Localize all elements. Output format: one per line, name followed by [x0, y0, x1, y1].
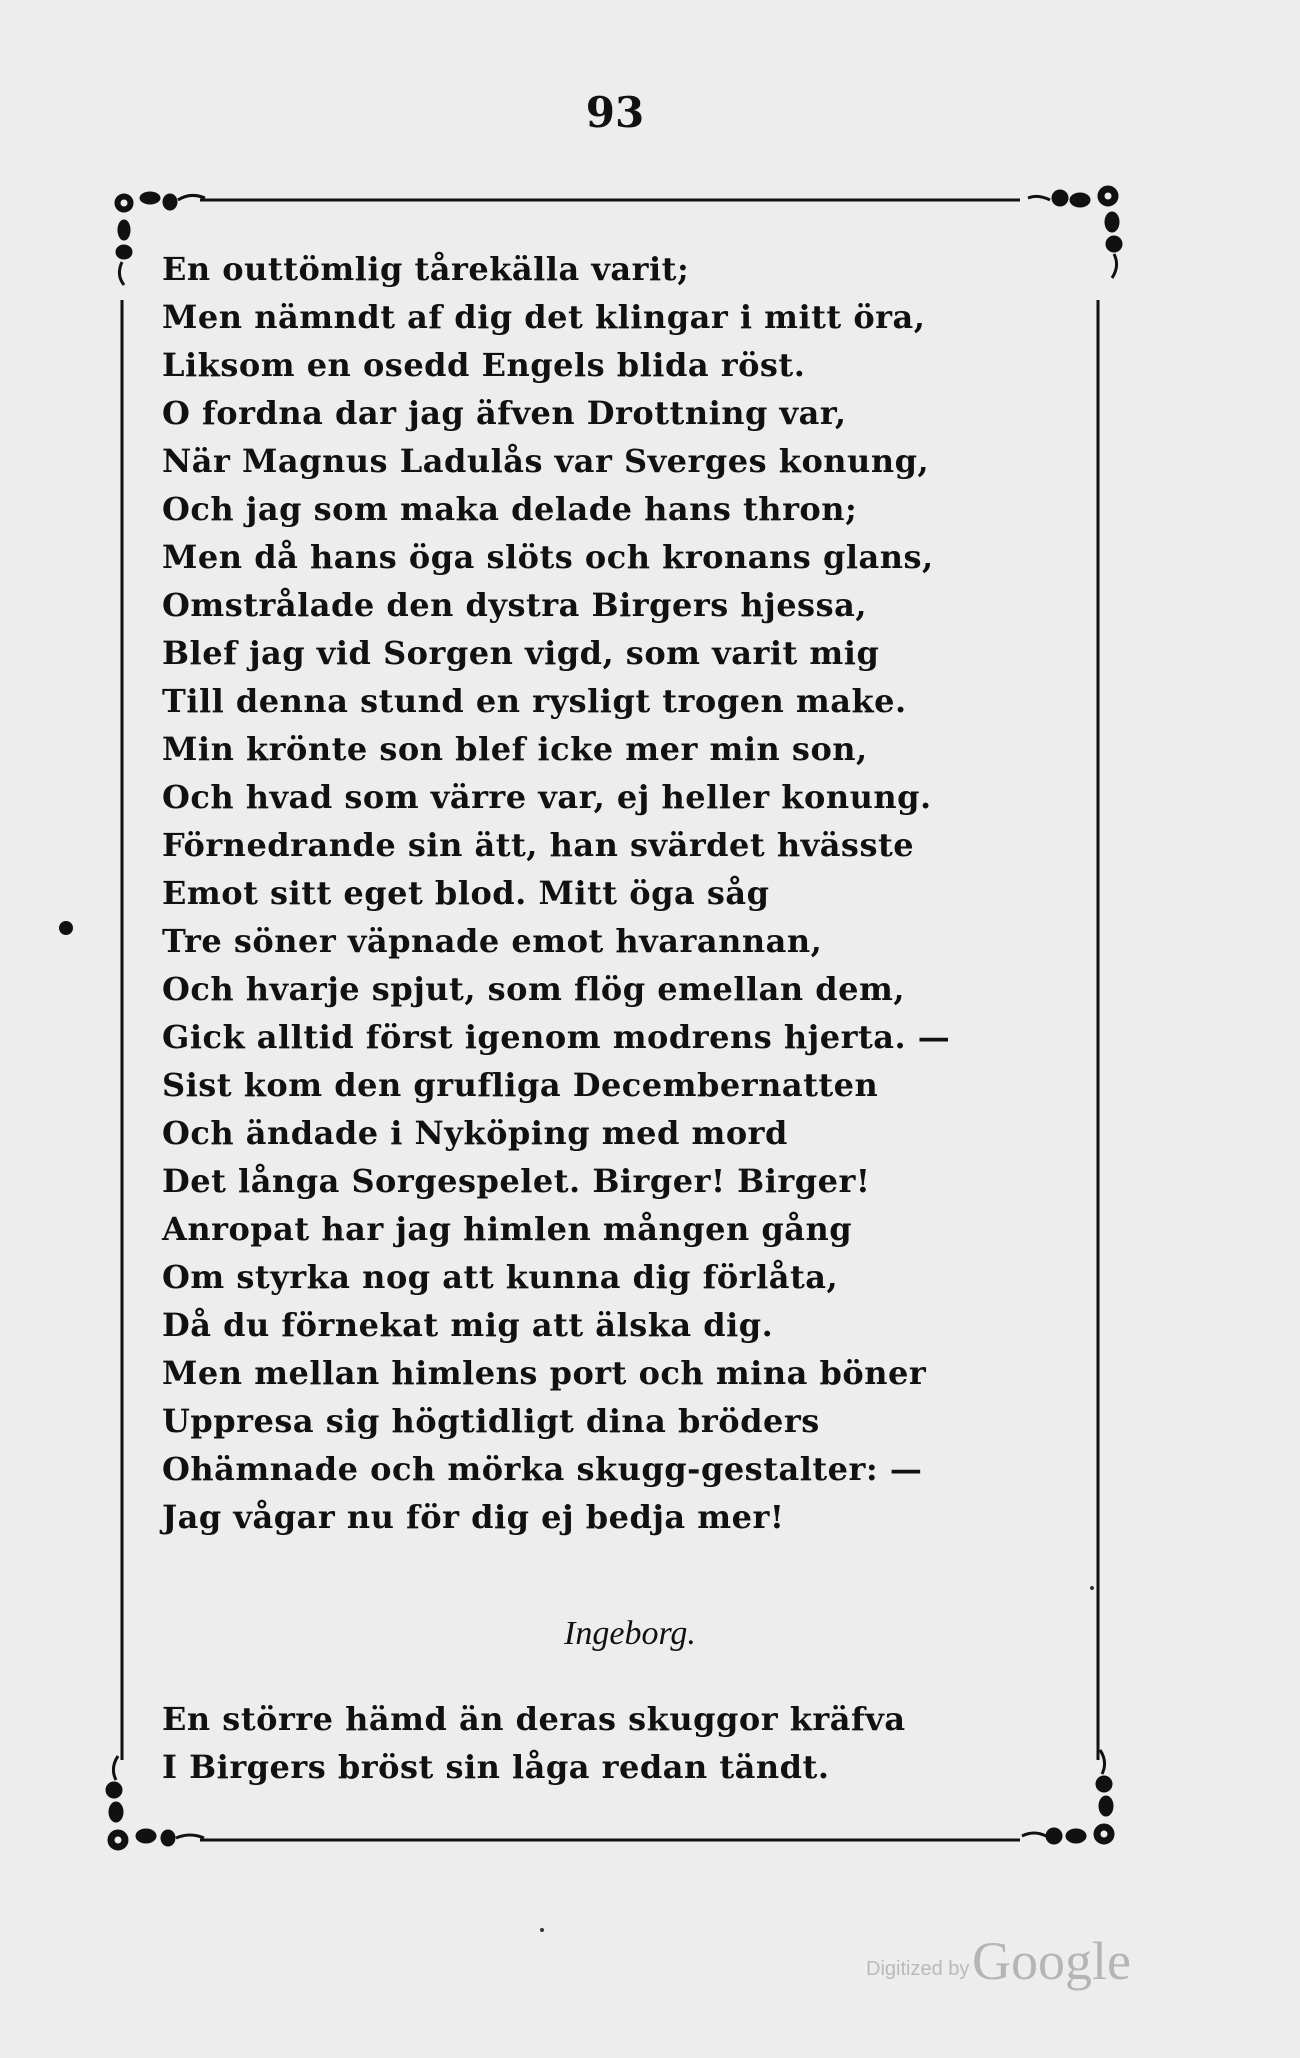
- verse-line: Men nämndt af dig det klingar i mitt öra,: [162, 298, 926, 336]
- ink-speck: [540, 1928, 544, 1932]
- verse-line: Min krönte son blef icke mer min son,: [162, 730, 868, 768]
- ink-speck: [1090, 1586, 1094, 1590]
- verse-line: Och jag som maka delade hans thron;: [162, 490, 858, 528]
- ink-spot: [59, 921, 73, 935]
- verse-line: Då du förnekat mig att älska dig.: [162, 1306, 774, 1344]
- verse-line: Ohämnade och mörka skugg-gestalter: —: [162, 1450, 923, 1488]
- verse-line: Till denna stund en rysligt trogen make.: [162, 682, 907, 720]
- page-number: 93: [585, 88, 645, 137]
- digitized-by-label: Digitized by: [866, 1958, 970, 1980]
- verse-line: Gick alltid först igenom modrens hjerta. —: [162, 1018, 951, 1056]
- verse-line: I Birgers bröst sin låga redan tändt.: [162, 1748, 830, 1786]
- verse-block: [162, 245, 1082, 1541]
- verse-line: O fordna dar jag äfven Drottning var,: [162, 394, 847, 432]
- verse-line: Och hvarje spjut, som flög emellan dem,: [162, 970, 905, 1008]
- verse-line: Emot sitt eget blod. Mitt öga såg: [162, 874, 770, 912]
- verse-line: En större hämd än deras skuggor kräfva: [162, 1700, 906, 1738]
- verse-line: Men då hans öga slöts och kronans glans,: [162, 538, 934, 576]
- verse-line: Och ändade i Nyköping med mord: [162, 1114, 788, 1152]
- speaker-name: Ingeborg.: [564, 1615, 696, 1652]
- verse-line: Tre söner väpnade emot hvarannan,: [162, 922, 823, 960]
- verse-line: Liksom en osedd Engels blida röst.: [162, 346, 806, 384]
- verse-line: Uppresa sig högtidligt dina bröders: [162, 1402, 820, 1440]
- verse-line: När Magnus Ladulås var Sverges konung,: [162, 442, 930, 480]
- verse-line: Men mellan himlens port och mina böner: [162, 1354, 927, 1392]
- verse-line: Jag vågar nu för dig ej bedja mer!: [162, 1498, 785, 1536]
- verse-block-2: [162, 1695, 1082, 1791]
- verse-line: Anropat har jag himlen mången gång: [162, 1210, 853, 1248]
- google-watermark: Google: [972, 1931, 1131, 1991]
- verse-line: Blef jag vid Sorgen vigd, som varit mig: [162, 634, 880, 672]
- verse-line: En outtömlig tårekälla varit;: [162, 250, 690, 288]
- verse-line: Omstrålade den dystra Birgers hjessa,: [162, 586, 867, 624]
- verse-line: Förnedrande sin ätt, han svärdet hvässte: [162, 826, 915, 864]
- verse-line: Om styrka nog att kunna dig förlåta,: [162, 1258, 839, 1296]
- verse-line: Och hvad som värre var, ej heller konung.: [162, 778, 932, 816]
- verse-line: Det långa Sorgespelet. Birger! Birger!: [162, 1162, 871, 1200]
- verse-line: Sist kom den grufliga Decembernatten: [162, 1066, 879, 1104]
